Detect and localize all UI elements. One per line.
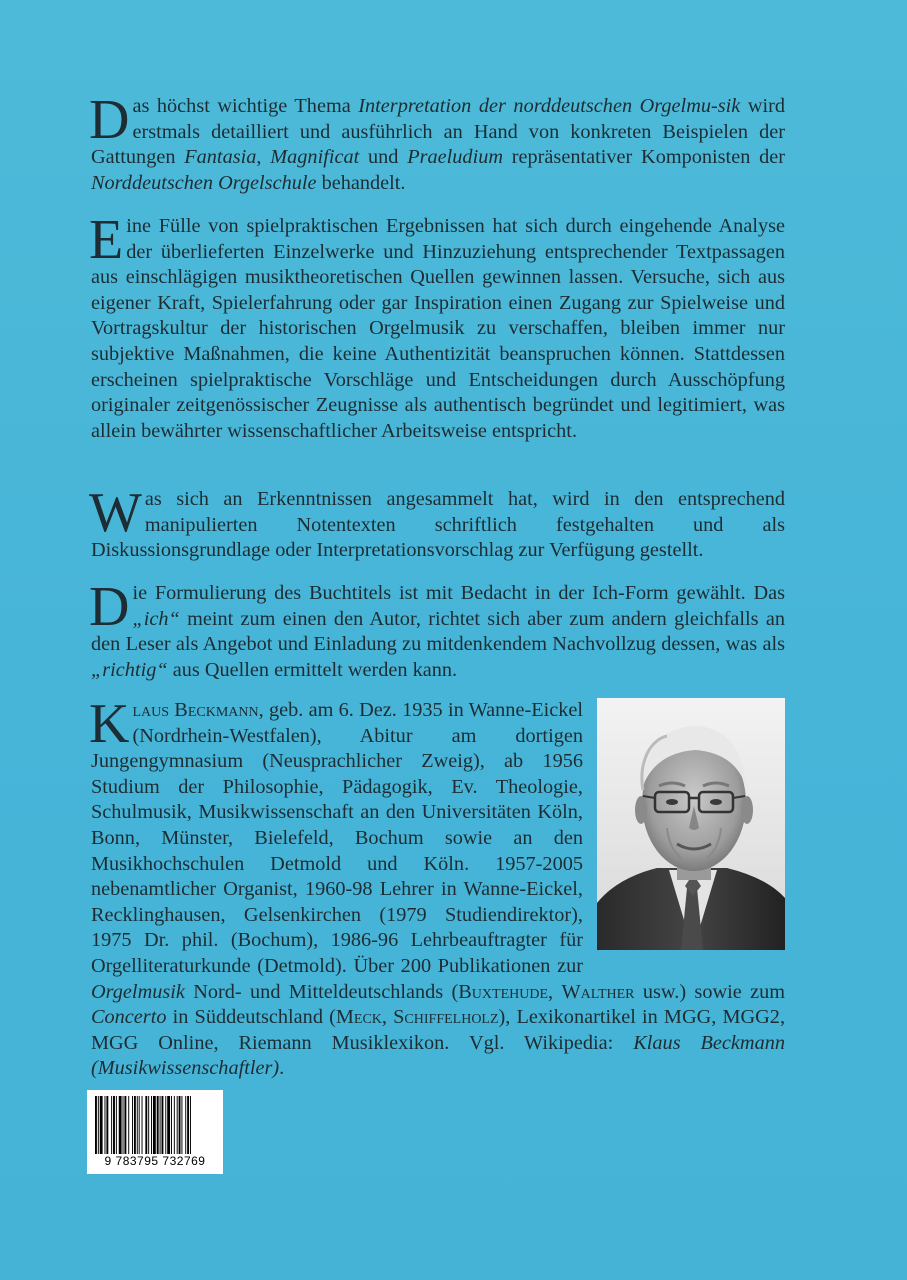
barcode-bar (177, 1096, 178, 1154)
barcode-bar (124, 1096, 126, 1154)
barcode-bar (116, 1096, 117, 1154)
barcode-bar (95, 1096, 97, 1154)
barcode-bar (165, 1096, 166, 1154)
barcode-bar (134, 1096, 136, 1154)
drop-cap: D (89, 576, 130, 638)
emphasis: Fantasia (184, 146, 257, 169)
text-run: repräsentativer Komponisten der (503, 146, 786, 169)
barcode-bar (190, 1096, 191, 1154)
barcode-bar (128, 1096, 129, 1154)
blurb-paragraph-3 (89, 482, 785, 564)
small-caps-name: Schiffelholz (393, 1006, 499, 1029)
author-name: laus Beckmann (132, 699, 259, 721)
author-photo (597, 698, 785, 950)
barcode-bar (153, 1096, 156, 1154)
barcode-bar (123, 1096, 124, 1154)
drop-cap: E (89, 209, 124, 271)
barcode-bar (100, 1096, 103, 1154)
text-run: behandelt. (316, 171, 406, 194)
barcode-bar (105, 1096, 106, 1154)
emphasis: Orgelmusik (91, 980, 185, 1003)
drop-cap: D (89, 89, 130, 151)
barcode-bar (179, 1096, 181, 1154)
emphasis: „richtig“ (91, 658, 168, 681)
emphasis: Praeludium (407, 146, 503, 169)
isbn-barcode (87, 1090, 223, 1174)
drop-cap: K (89, 693, 130, 755)
barcode-bar (113, 1096, 115, 1154)
barcode-bar (157, 1096, 159, 1154)
barcode-bar (119, 1096, 122, 1154)
author-biography (89, 693, 786, 1082)
text-run: wird erstmals detailliert und ausführlich an Hand von konkreten Beispielen der Gattungen (91, 95, 785, 169)
blurb-paragraph-1 (89, 89, 786, 196)
emphasis: „ich“ (132, 607, 180, 630)
text-run: ie Formulierung des Buchtitels ist mit Bedacht in der Ich-Form gewählt. Das (132, 582, 785, 604)
barcode-bar (111, 1096, 112, 1154)
barcode-bar (137, 1096, 138, 1154)
barcode-bar (167, 1096, 170, 1154)
barcode-bar (151, 1096, 152, 1154)
text-run: Nord- und Mitteldeutschlands ( (184, 980, 459, 1003)
barcode-bars (95, 1096, 215, 1154)
text-run: ), Lexikonartikel in MGG, MGG2, MGG Online, Riemann Musiklexikon. Vgl. Wikipedia: (91, 1006, 786, 1054)
barcode-bar (145, 1096, 147, 1154)
isbn-number: 9 783795 732769 (104, 1154, 206, 1168)
emphasis: Concerto (91, 1006, 167, 1029)
small-caps-name: Walther (561, 980, 635, 1003)
text-run: usw.) sowie zum (634, 980, 786, 1003)
barcode-bar (142, 1096, 143, 1154)
small-caps-name: Buxtehude (458, 980, 549, 1003)
drop-cap: W (89, 482, 142, 544)
emphasis: Magnificat (270, 146, 360, 169)
blurb-paragraph-2 (89, 209, 785, 444)
barcode-bar (171, 1096, 172, 1154)
text-run: as höchst wichtige Thema (132, 95, 359, 117)
barcode-bar (106, 1096, 108, 1154)
text-run: ine Fülle von spielpraktischen Ergebnissen hat sich durch eingehende Analyse der überlieferten Einzelwerke und Hinzuziehung entsprechender Textpassagen aus einschlägigen musiktheoretischen Quellen gewinnen lassen. Versuche, sich aus eigener Kraft, Spielerfahrung oder gar Inspiration einen Zugang zur Spielweise und Vortragskultur der historischen Orgelmusik zu verschaffen, bleiben immer nur subjektive Maßnahmen, die keine Authentizität beanspruchen können. Stattdessen erscheinen spielpraktische Vorschläge und Entscheidungen durch Ausschöpfung originaler zeitgenössischer Zeugnisse als authentisch begründet und legitimiert, was allein bewährter wissenschaftlicher Arbeitsweise entspricht. (91, 215, 785, 442)
barcode-bar (139, 1096, 140, 1154)
text-run: , (548, 980, 562, 1003)
emphasis: Klaus Beckmann (Musikwissenschaftler) (91, 1031, 785, 1080)
barcode-bar (132, 1096, 133, 1154)
barcode-bar (98, 1096, 99, 1154)
barcode-bar (162, 1096, 164, 1154)
emphasis: Interpretation der norddeutschen Orgelmu-sik (358, 95, 741, 117)
text-run: , geb. am 6. Dez. 1935 in Wanne-Eickel (Nordrhein-Westfalen), Abitur am dortigen Jungengymnasium (Neusprachlicher Zweig), ab 1956 Studium der Philosophie, Pädagogik, Ev. Theologie, Schulmusik, Musikwissenschaft an den Universitäten Köln, Bonn, Münster, Bielefeld, Bochum sowie an den Musikhochschulen Detmold und Köln. 1957-2005 nebenamtlicher Organist, 1960-98 Lehrer in Wanne-Eickel, Recklinghausen, Gelsenkirchen (1979 Studiendirektor), 1975 Dr. phil. (Bochum), 1986-96 Lehrbeauftragter für Orgelliteraturkunde (Detmold). Über 200 Publikationen zur (91, 699, 583, 977)
emphasis: Norddeutschen Orgelschule (91, 171, 317, 194)
blurb-paragraph-4 (89, 576, 785, 683)
text-run: und (359, 146, 408, 169)
barcode-bar (181, 1096, 182, 1154)
text-run: as sich an Erkenntnissen angesammelt hat, wird in den entsprechend manipulierten Notentexten schriftlich festgehalten und als Diskussionsgrundlage oder Interpretationsvorschlag zur Verfügung gestellt. (91, 488, 785, 562)
barcode-bar (187, 1096, 189, 1154)
barcode-bar (148, 1096, 149, 1154)
barcode-bar (185, 1096, 186, 1154)
text-run: , (256, 146, 271, 169)
text-run: . (279, 1057, 285, 1080)
barcode-bar (160, 1096, 161, 1154)
barcode-bar (174, 1096, 175, 1154)
text-run: , (381, 1006, 394, 1029)
small-caps-name: Meck (335, 1006, 382, 1029)
text-run: meint zum einen den Autor, richtet sich aber zum andern gleichfalls an den Leser als Angebot und Einladung zu mitdenkendem Nachvollzug dessen, was als (91, 607, 785, 656)
text-run: in Süddeutschland ( (166, 1006, 336, 1029)
text-run: aus Quellen ermittelt werden kann. (167, 658, 458, 681)
